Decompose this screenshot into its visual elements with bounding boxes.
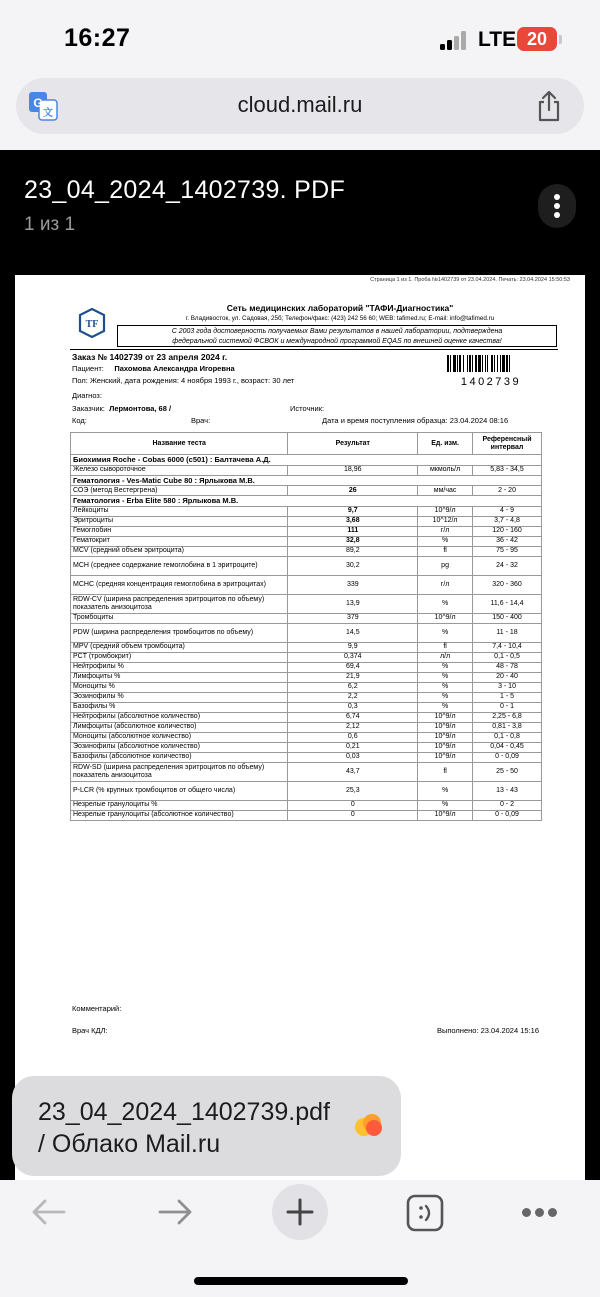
lab-quality-note [117,325,557,347]
cell-unit: 10^9/л [418,732,473,742]
cell-unit: fl [418,546,473,556]
barcode-bar [485,355,486,372]
lab-logo [78,308,106,338]
table-row [71,652,542,662]
patient-line [72,364,235,373]
table-row [71,672,542,682]
received-line [322,416,508,425]
cell-ref: 3 - 10 [473,682,542,692]
cell-result: 0,03 [288,752,418,762]
table-row [71,486,542,496]
status-time: 16:27 [64,24,131,52]
table-row [71,465,542,475]
table-row [71,762,542,781]
cell-unit: % [418,623,473,642]
cell-unit: % [418,800,473,810]
barcode-bar [459,355,461,372]
table-row [71,642,542,652]
plus-icon [286,1198,314,1226]
cellular-signal-icon [440,30,466,50]
cell-name: MCV (средний объем эритроцита) [71,546,288,556]
home-indicator [194,1277,408,1285]
table-row [71,810,542,820]
page-header: Страница 1 из 1. Проба №1402739 от 23.04.2024. Печать: 23.04.2024 15:50:53 [370,277,570,283]
cell-name: Нейтрофилы % [71,662,288,672]
cell-ref: 25 - 50 [473,762,542,781]
cell-name: Гематокрит [71,536,288,546]
cell-ref: 75 - 95 [473,546,542,556]
svg-text:文: 文 [43,108,53,119]
cell-ref: 11 - 18 [473,623,542,642]
cell-result: 2,2 [288,692,418,702]
table-row [71,722,542,732]
cell-ref: 24 - 32 [473,556,542,575]
cell-ref: 320 - 360 [473,575,542,594]
cell-name: Лимфоциты % [71,672,288,682]
order-title: Заказ № 1402739 от 23 апреля 2024 г. [72,352,228,362]
cell-name: Эозинофилы % [71,692,288,702]
table-row [71,732,542,742]
new-tab-button[interactable] [272,1184,328,1240]
cell-result: 0,6 [288,732,418,742]
table-row [71,546,542,556]
svg-text:TF: TF [85,319,99,330]
cell-result: 0,21 [288,742,418,752]
table-row [71,712,542,722]
cell-result: 89,2 [288,546,418,556]
cell-ref: 36 - 42 [473,536,542,546]
cell-name: RDW-CV (ширина распределения эритроцитов по объему) показатель анизоцитоза [71,594,288,613]
cell-result: 43,7 [288,762,418,781]
cell-name: СОЭ (метод Вестергрена) [71,486,288,496]
header-divider [70,349,558,350]
cell-ref: 13 - 43 [473,781,542,800]
cell-ref: 20 - 40 [473,672,542,682]
barcode-bar [453,355,456,372]
table-row [71,742,542,752]
cell-name: Моноциты % [71,682,288,692]
cell-name: Железо сывороточное [71,465,288,475]
table-row [71,536,542,546]
cell-result: 9,7 [288,506,418,516]
diagnosis-label: Диагноз: [72,391,102,400]
barcode-bar [463,355,464,372]
table-row [71,506,542,516]
cell-name: Тромбоциты [71,613,288,623]
cell-unit: % [418,702,473,712]
table-row [71,781,542,800]
cell-name: Эритроциты [71,516,288,526]
page-indicator: 1 из 1 [24,214,76,235]
cell-unit: мкмоль/л [418,465,473,475]
cell-name: RDW-SD (ширина распределения эритроцитов по объему) показатель анизоцитоза [71,762,288,781]
cell-ref: 120 - 160 [473,526,542,536]
cell-name: Базофилы % [71,702,288,712]
table-row [71,623,542,642]
cell-unit: 10^9/л [418,810,473,820]
cell-result: 111 [288,526,418,536]
table-row [71,516,542,526]
address-bar[interactable] [16,78,584,134]
cell-ref: 150 - 400 [473,613,542,623]
results-table [70,432,542,821]
network-type: LTE [478,28,517,51]
barcode-bar [482,355,483,372]
cell-ref: 0 - 2 [473,800,542,810]
section-title: Биохимия Roche - Cobas 6000 (c501) : Балтачева А.Д. [71,455,542,466]
doctor-label: Врач: [191,416,211,425]
cell-unit: л/л [418,652,473,662]
cell-ref: 0,04 - 0,45 [473,742,542,752]
customer-label: Заказчик: [72,404,105,413]
cell-name: Базофилы (абсолютное количество) [71,752,288,762]
cell-ref: 3,7 - 4,8 [473,516,542,526]
cell-unit: fl [418,762,473,781]
customer-value: Лермонтова, 68 / [109,404,172,413]
pdf-viewer [0,150,600,1180]
cell-result: 6,74 [288,712,418,722]
patient-name: Пахомова Александра Игоревна [114,364,235,373]
results-header-row [71,433,542,455]
cell-result: 3,68 [288,516,418,526]
cell-name: Нейтрофилы (абсолютное количество) [71,712,288,722]
cell-unit: 10^9/л [418,722,473,732]
received-label: Дата и время поступления образца: [322,416,448,425]
cell-unit: мм/час [418,486,473,496]
barcode-bar [502,355,505,372]
cell-ref: 7,4 - 10,4 [473,642,542,652]
column-header: Ед. изм. [418,433,473,455]
lab-name: Сеть медицинских лабораторий "ТАФИ-Диагностика" [226,303,454,313]
menu-dots-icon[interactable] [522,1208,558,1218]
cell-unit: % [418,682,473,692]
table-row [71,575,542,594]
table-row [71,692,542,702]
cell-ref: 0,1 - 0,8 [473,732,542,742]
cell-result: 21,9 [288,672,418,682]
cell-unit: 10^9/л [418,613,473,623]
table-row [71,702,542,712]
cell-name: Лимфоциты (абсолютное количество) [71,722,288,732]
section-title: Гематология - Ves-Matic Cube 80 : Ярлыкова М.В. [71,475,542,486]
completed-line [437,1026,539,1035]
source-label: Источник: [290,404,325,413]
svg-text:G: G [33,96,43,110]
barcode-bar [475,355,477,372]
results-body [71,455,542,821]
tabs-icon[interactable] [406,1194,444,1232]
cell-ref: 0 - 0,09 [473,752,542,762]
share-icon[interactable] [534,90,564,122]
barcode-bar [457,355,458,372]
browser-toolbar [0,1180,600,1297]
cell-name: P-LCR (% крупных тромбоцитов от общего числа) [71,781,288,800]
lab-note-line-1: С 2003 года достоверность получаемых Вами результатов в нашей лаборатории, подтверждена [171,328,503,335]
cell-unit: pg [418,556,473,575]
code-label: Код: [72,416,87,425]
barcode-bar [450,355,451,372]
cell-result: 0,3 [288,702,418,712]
cell-unit: % [418,672,473,682]
cell-unit: г/л [418,526,473,536]
barcode-bar [467,355,468,372]
cell-unit: 10^9/л [418,742,473,752]
file-title: 23_04_2024_1402739. PDF [24,176,346,204]
column-header: Результат [288,433,418,455]
table-row [71,662,542,672]
forward-arrow-icon[interactable] [156,1198,194,1226]
cell-ref: 5,83 - 34,5 [473,465,542,475]
cell-unit: 10^9/л [418,506,473,516]
cell-unit: 10^9/л [418,712,473,722]
table-row [71,556,542,575]
barcode-bar [472,355,473,372]
cell-ref: 2 - 20 [473,486,542,496]
cell-result: 9,9 [288,642,418,652]
cell-result: 69,4 [288,662,418,672]
table-row [71,613,542,623]
cell-result: 2,12 [288,722,418,732]
cell-result: 26 [288,486,418,496]
toast-text[interactable]: 23_04_2024_1402739.pdf / Облако Mail.ru [38,1098,330,1158]
cell-result: 339 [288,575,418,594]
more-options-icon[interactable] [538,184,576,228]
cell-ref: 0,81 - 3,8 [473,722,542,732]
cell-unit: fl [418,642,473,652]
battery-cap [559,35,562,44]
cell-result: 14,5 [288,623,418,642]
cell-result: 379 [288,613,418,623]
cell-name: Гемоглобин [71,526,288,536]
lab-note-line-2: федеральной системой ФСВОК и международной программой EQAS по внешней оценке качества! [172,338,502,345]
patient-label: Пациент: [72,364,104,373]
completed-value: 23.04.2024 15:16 [480,1026,539,1035]
doctor-kdl-label: Врач КДЛ: [72,1026,108,1035]
barcode-bar [487,355,488,372]
cell-name: MCHC (средняя концентрация гемоглобина в эритроцитах) [71,575,288,594]
url-text[interactable]: cloud.mail.ru [237,92,363,117]
cell-unit: г/л [418,575,473,594]
table-row [71,526,542,536]
barcode-number: 1402739 [460,376,522,388]
cell-unit: 10^12/л [418,516,473,526]
cell-ref: 0,1 - 0,5 [473,652,542,662]
cell-result: 6,2 [288,682,418,692]
column-header: Название теста [71,433,288,455]
barcode-bar [500,355,501,372]
barcode-bar [506,355,508,372]
barcode-bar [447,355,449,372]
cell-name: PDW (ширина распределения тромбоцитов по объему) [71,623,288,642]
cell-result: 0 [288,800,418,810]
barcode-bar [478,355,481,372]
download-toast[interactable] [12,1076,401,1176]
status-bar [0,0,600,78]
cell-ref: 11,6 - 14,4 [473,594,542,613]
cell-ref: 0 - 0,09 [473,810,542,820]
barcode-bar [491,355,493,372]
cell-ref: 4 - 9 [473,506,542,516]
table-row [71,800,542,810]
cell-name: Лейкоциты [71,506,288,516]
cell-result: 32,8 [288,536,418,546]
customer-line [72,404,171,413]
completed-label: Выполнено: [436,1026,479,1035]
cell-unit: % [418,692,473,702]
cell-result: 0,374 [288,652,418,662]
cell-result: 13,9 [288,594,418,613]
cell-unit: 10^9/л [418,752,473,762]
cell-name: PCT (тромбокрит) [71,652,288,662]
table-row [71,682,542,692]
barcode [447,355,535,372]
cell-result: 18,96 [288,465,418,475]
table-row [71,752,542,762]
patient-details: Пол: Женский, дата рождения: 4 ноября 1993 г., возраст: 30 лет [72,376,295,385]
cell-name: Незрелые гранулоциты (абсолютное количество) [71,810,288,820]
cell-ref: 0 - 1 [473,702,542,712]
comment-label: Комментарий: [72,1004,122,1013]
section-row [71,455,542,466]
column-header: Референсный интервал [473,433,542,455]
cell-result: 25,3 [288,781,418,800]
barcode-bar [509,355,510,372]
section-row [71,475,542,486]
cell-unit: % [418,662,473,672]
barcode-bar [497,355,498,372]
cell-name: MCH (среднее содержание гемоглобина в 1 эритроците) [71,556,288,575]
battery-icon: 20 [517,27,557,51]
lab-address: г. Владивосток, ул. Садовая, 25б; Телефон/факс: (423) 242 56 60; WEB: tafimed.ru; E-mail: info@tafimed.ru [185,315,495,322]
cell-ref: 1 - 5 [473,692,542,702]
table-row [71,594,542,613]
cell-name: Моноциты (абсолютное количество) [71,732,288,742]
cell-result: 30,2 [288,556,418,575]
cell-ref: 48 - 78 [473,662,542,672]
mail-cloud-icon [352,1112,386,1138]
received-value: 23.04.2024 08:16 [449,416,509,425]
cell-result: 0 [288,810,418,820]
section-row [71,496,542,507]
pdf-page [15,275,585,1180]
cell-name: Эозинофилы (абсолютное количество) [71,742,288,752]
cell-name: MPV (средний объем тромбоцита) [71,642,288,652]
cell-unit: % [418,594,473,613]
cell-name: Незрелые гранулоциты % [71,800,288,810]
section-title: Гематология - Erba Elite 580 : Ярлыкова М.В. [71,496,542,507]
barcode-bar [469,355,471,372]
cell-ref: 2,25 - 6,8 [473,712,542,722]
barcode-bar [494,355,495,372]
cell-unit: % [418,781,473,800]
cell-unit: % [418,536,473,546]
back-arrow-icon[interactable] [30,1198,68,1226]
